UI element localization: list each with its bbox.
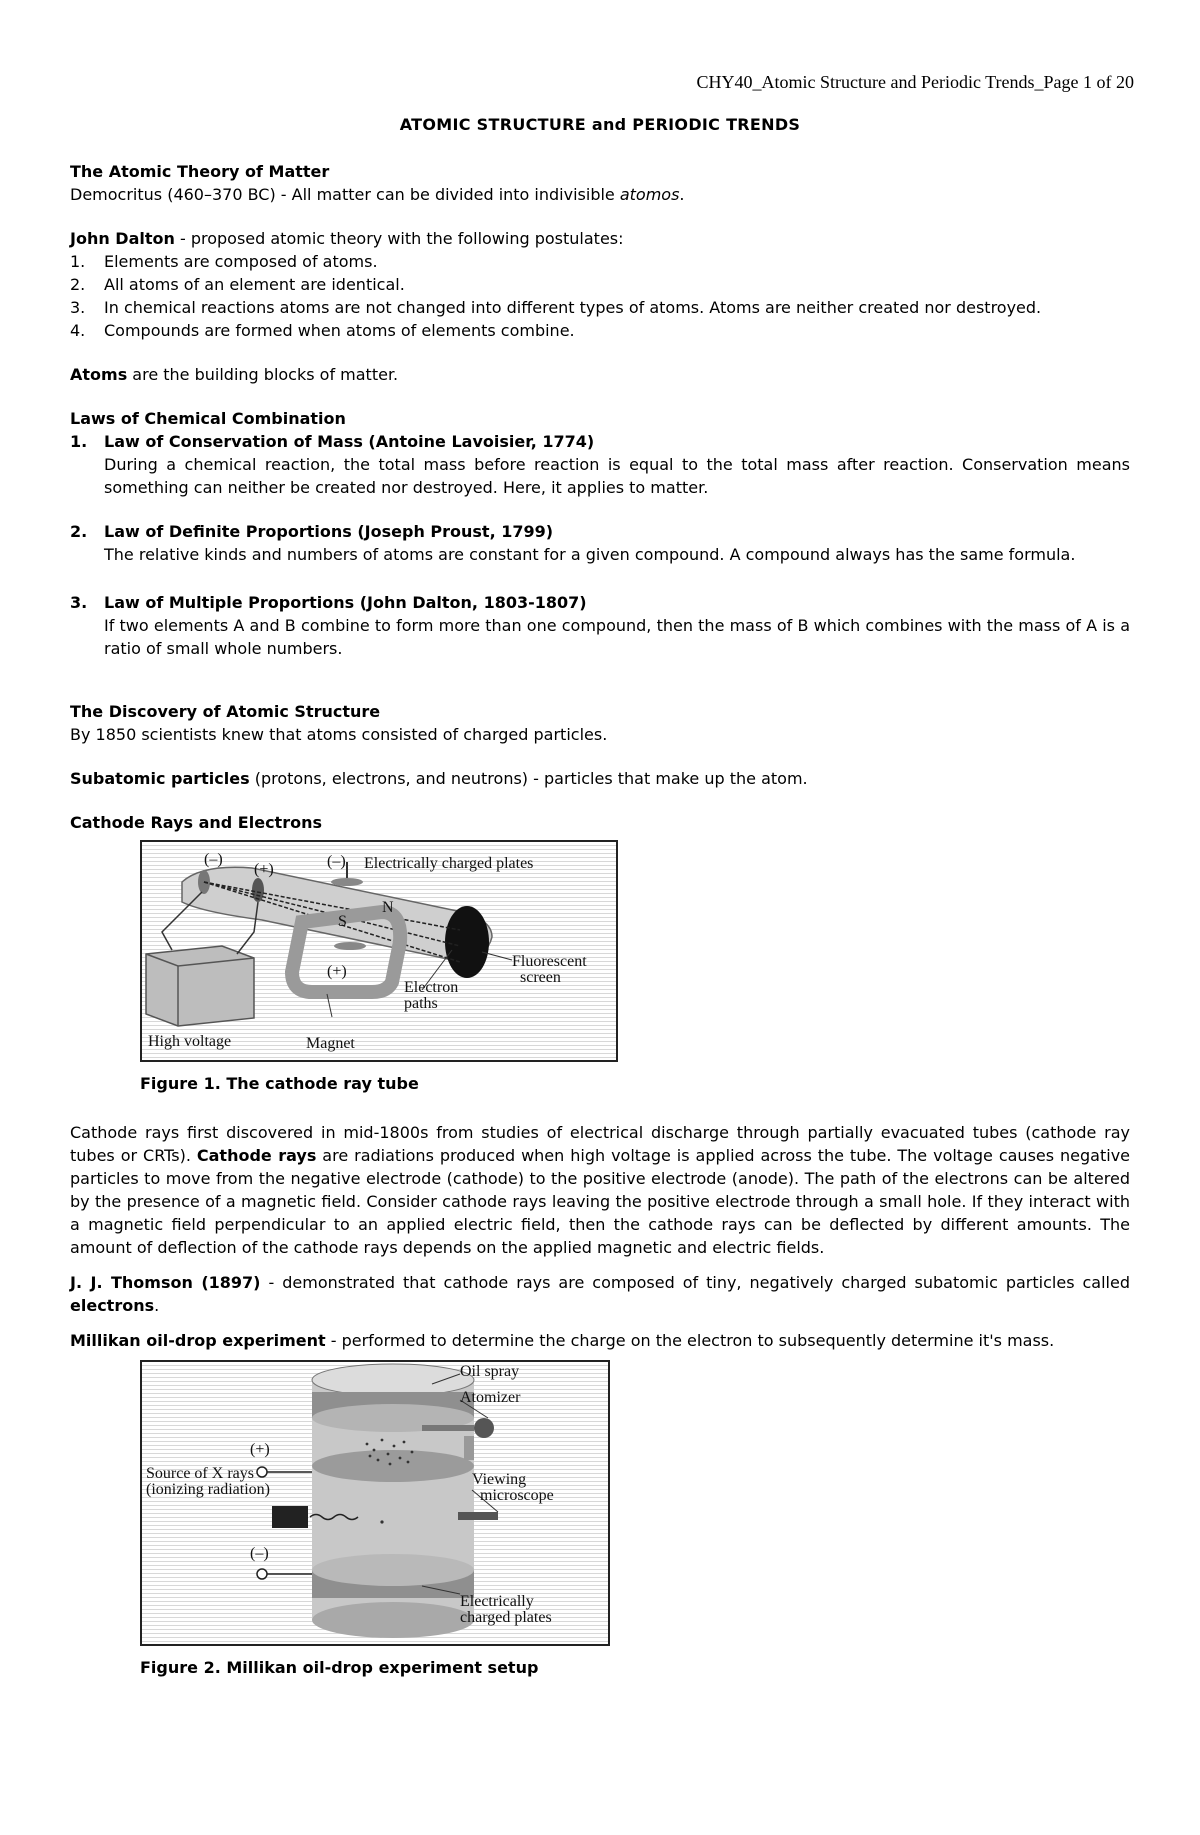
label-ionizing: (ionizing radiation): [146, 1481, 270, 1498]
label-pos-electrode: (+): [254, 861, 274, 878]
list-item: 1. Elements are composed of atoms.: [70, 252, 378, 271]
laws-heading: Laws of Chemical Combination: [70, 409, 346, 428]
label-electrically: Electrically: [460, 1593, 534, 1610]
label-high-voltage: High voltage: [148, 1033, 232, 1050]
label-pos-terminal: (+): [250, 1441, 270, 1458]
label-paths: paths: [404, 995, 438, 1012]
subatomic-term: Subatomic particles: [70, 769, 250, 788]
electrons-term: electrons: [70, 1296, 155, 1315]
discovery-text: By 1850 scientists knew that atoms consisted of charged particles.: [70, 725, 608, 744]
label-xray-source: Source of X rays: [146, 1465, 254, 1482]
label-pos-plate: (+): [327, 963, 347, 980]
law-text: The relative kinds and numbers of atoms are constant for a given compound. A compound always has the same formula.: [104, 545, 1076, 564]
list-item: 4. Compounds are formed when atoms of elements combine.: [70, 321, 575, 340]
cathode-heading: Cathode Rays and Electrons: [70, 813, 322, 832]
cathode-rays-term: Cathode rays: [196, 1146, 317, 1165]
xray-source-shape: [272, 1506, 308, 1528]
running-header: CHY40_Atomic Structure and Periodic Trends_Page 1 of 20: [696, 72, 1134, 92]
microscope-shape: [458, 1512, 498, 1520]
figure-2-caption: Figure 2. Millikan oil-drop experiment setup: [140, 1658, 539, 1677]
law-item: 2. Law of Definite Proportions (Joseph Proust, 1799) The relative kinds and numbers of atoms are constant for a given compound. A compound always has the same formula.: [70, 520, 1130, 566]
label-charged-plates: charged plates: [460, 1609, 552, 1626]
document-body: [70, 160, 1130, 1679]
label-screen: screen: [520, 969, 561, 986]
label-magnet-n: N: [382, 899, 394, 916]
law-item: 1. Law of Conservation of Mass (Antoine Lavoisier, 1774) During a chemical reaction, the total mass before reaction is equal to the total mass after reaction. Conservation means something can neither be created nor destroyed. Here, it applies to matter.: [70, 432, 1130, 497]
cathode-ray-tube-figure: [140, 840, 618, 1062]
label-neg-plate: (–): [327, 853, 346, 870]
subatomic-line: Subatomic particles (protons, electrons, and neutrons) - particles that make up the atom.: [70, 769, 808, 788]
label-viewing: Viewing: [472, 1471, 527, 1488]
label-charged-plates: Electrically charged plates: [364, 855, 534, 872]
document-title: ATOMIC STRUCTURE and PERIODIC TRENDS: [399, 115, 801, 134]
millikan-figure: [140, 1360, 610, 1646]
law-text: During a chemical reaction, the total mass before reaction is equal to the total mass after reaction. Conservation means something can neither be created nor destroyed. Here, it applies to matter.: [104, 455, 1130, 497]
millikan-term: Millikan oil-drop experiment: [70, 1331, 326, 1350]
label-atomizer: Atomizer: [460, 1389, 521, 1406]
label-neg-terminal: (–): [250, 1545, 269, 1562]
label-magnet: Magnet: [306, 1035, 355, 1052]
battery-shape: [146, 946, 254, 1026]
atomizer-shape: [474, 1418, 494, 1438]
upper-plate-shape: [331, 878, 363, 886]
figure-1-caption: Figure 1. The cathode ray tube: [140, 1074, 419, 1093]
law-title: Law of Definite Proportions (Joseph Proust, 1799): [104, 522, 554, 541]
law-item: 3. Law of Multiple Proportions (John Dalton, 1803-1807) If two elements A and B combine to form more than one compound, then the mass of B which combines with the mass of A is a ratio of small whole numbers.: [70, 593, 1130, 658]
thomson-name: J. J. Thomson (1897): [70, 1273, 261, 1292]
label-magnet-s: S: [338, 913, 347, 930]
label-electron: Electron: [404, 979, 459, 996]
millikan-illustration: [142, 1362, 608, 1644]
law-text: If two elements A and B combine to form more than one compound, then the mass of B which combines with the mass of A is a ratio of small whole numbers.: [104, 616, 1130, 658]
atomos-term: atomos: [619, 185, 680, 204]
discovery-heading: The Discovery of Atomic Structure: [70, 702, 381, 721]
cathode-paragraph: Cathode rays first discovered in mid-1800s from studies of electrical discharge through partially evacuated tubes (cathode ray tubes or CRTs). Cathode rays are radiations produced when high voltage is applied across the tube. The voltage causes negative particles to move from the negative electrode (cathode) to the positive electrode (anode). The path of the electrons can be altered by the presence of a magnetic field. Consider cathode rays leaving the positive electrode through a small hole. If they interact with a magnetic field perpendicular to an applied electric field, then the cathode rays can be deflected by different amounts. The amount of deflection of the cathode rays depends on the applied magnetic and electric fields.: [70, 1123, 1131, 1257]
label-oil-spray: Oil spray: [460, 1363, 520, 1380]
dalton-postulates: [70, 250, 1130, 342]
dalton-name: John Dalton: [70, 229, 175, 248]
fluorescent-screen-shape: [445, 906, 489, 978]
democritus-line: Democritus (460–370 BC) - All matter can be divided into indivisible atomos.: [70, 185, 685, 204]
atoms-line: Atoms are the building blocks of matter.: [70, 365, 399, 384]
dalton-intro: John Dalton - proposed atomic theory with the following postulates:: [70, 229, 624, 248]
thomson-paragraph: J. J. Thomson (1897) - demonstrated that cathode rays are composed of tiny, negatively charged subatomic particles called electrons.: [70, 1273, 1130, 1315]
lower-plate-shape: [334, 942, 366, 950]
cathode-ray-tube-illustration: [142, 842, 616, 1060]
label-microscope: microscope: [480, 1487, 554, 1504]
law-title: Law of Multiple Proportions (John Dalton, 1803-1807): [104, 593, 587, 612]
atoms-term: Atoms: [70, 365, 128, 384]
label-neg-electrode: (–): [204, 851, 223, 868]
atomic-theory-heading: The Atomic Theory of Matter: [70, 162, 330, 181]
list-item: 3. In chemical reactions atoms are not changed into different types of atoms. Atoms are neither created nor destroyed.: [70, 298, 1042, 317]
millikan-line: Millikan oil-drop experiment - performed to determine the charge on the electron to subsequently determine it's mass.: [70, 1331, 1055, 1350]
law-title: Law of Conservation of Mass (Antoine Lavoisier, 1774): [104, 432, 595, 451]
label-fluorescent: Fluorescent: [512, 953, 587, 970]
list-item: 2. All atoms of an element are identical.: [70, 275, 405, 294]
